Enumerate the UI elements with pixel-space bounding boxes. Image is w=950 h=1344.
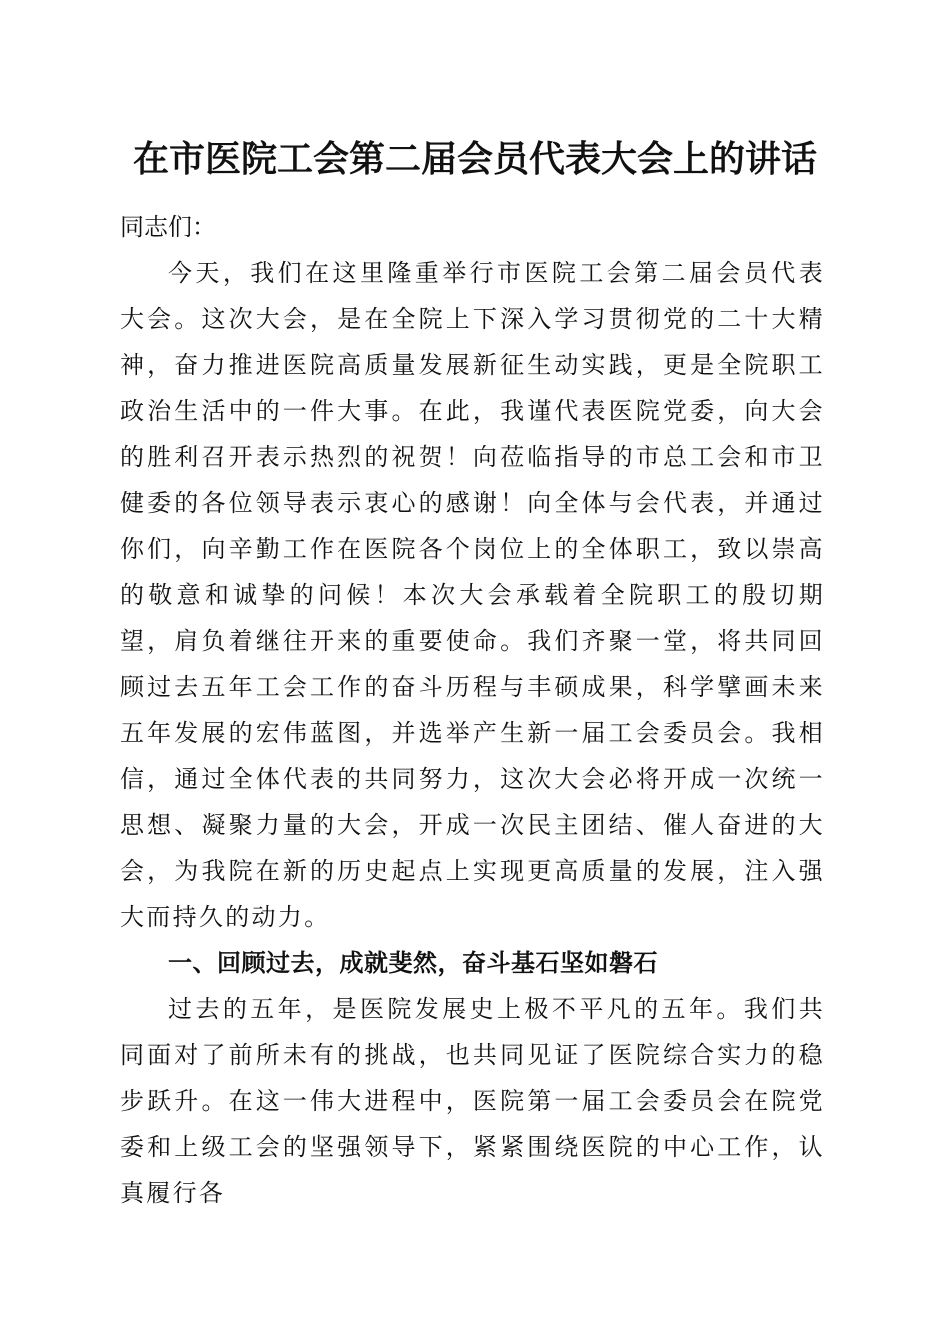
section-paragraph: 过去的五年，是医院发展史上极不平凡的五年。我们共同面对了前所未有的挑战，也共同见证了医院综合实力的稳步跃升。在这一伟大进程中，医院第一届工会委员会在院党委和上级工会的坚强领导下，紧紧围绕医院的中心工作，认真履行各 (120, 995, 825, 1207)
section-heading: 一、回顾过去，成就斐然，奋斗基石坚如磐石 (168, 949, 658, 977)
document-body (120, 204, 825, 1216)
opening-paragraph: 今天，我们在这里隆重举行市医院工会第二届会员代表大会。这次大会，是在全院上下深入学习贯彻党的二十大精神，奋力推进医院高质量发展新征生动实践，更是全院职工政治生活中的一件大事。在此，我谨代表医院党委，向大会的胜利召开表示热烈的祝贺！向莅临指导的市总工会和市卫健委的各位领导表示衷心的感谢！向全体与会代表，并通过你们，向辛勤工作在医院各个岗位上的全体职工，致以崇高的敬意和诚挚的问候！本次大会承载着全院职工的殷切期望，肩负着继往开来的重要使命。我们齐聚一堂，将共同回顾过去五年工会工作的奋斗历程与丰硕成果，科学擘画未来五年发展的宏伟蓝图，并选举产生新一届工会委员会。我相信，通过全体代表的共同努力，这次大会必将开成一次统一思想、凝聚力量的大会，开成一次民主团结、催人奋进的大会，为我院在新的历史起点上实现更高质量的发展，注入强大而持久的动力。 (120, 259, 825, 931)
salutation: 同志们： (120, 213, 216, 241)
document-title: 在市医院工会第二届会员代表大会上的讲话 (132, 139, 817, 180)
